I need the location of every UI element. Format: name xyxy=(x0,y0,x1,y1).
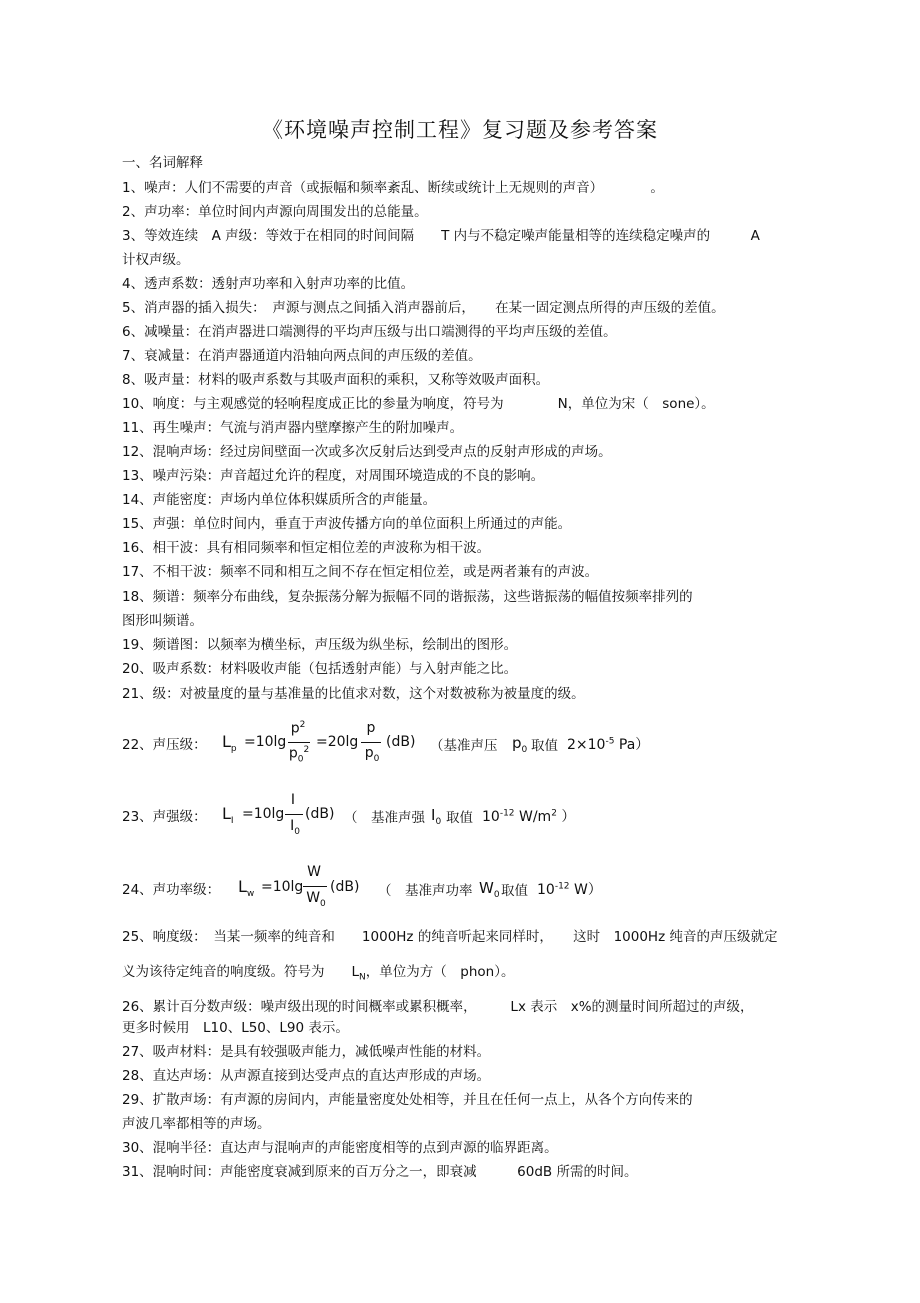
list-item: 29、扩散声场：有声源的房间内，声能量密度处处相等，并且在任何一点上，从各个方向传来的 xyxy=(122,1092,693,1108)
fraction-denominator: $p_0^2$ xyxy=(288,745,310,765)
list-item: 声波几率都相等的声场。 xyxy=(122,1116,271,1132)
fraction-numerator: W xyxy=(307,864,321,880)
formula-ref-symbol: $I_0$ xyxy=(431,806,442,827)
fraction-denominator: $p_0$ xyxy=(364,745,380,764)
formula-unit: (dB) xyxy=(305,806,335,822)
formula-ref-value: $2\times 10^{-5}$ Pa） xyxy=(567,736,650,753)
list-item: 4、透声系数：透射声功率和入射声功率的比值。 xyxy=(122,276,415,292)
list-item: 7、衰减量：在消声器通道内沿轴向两点间的声压级的差值。 xyxy=(122,348,482,364)
list-item: 11、再生噪声：气流与消声器内壁摩擦产生的附加噪声。 xyxy=(122,420,464,436)
formula-label: 24、声功率级： xyxy=(122,882,221,898)
list-item: 20、吸声系数：材料吸收声能（包括透射声能）与入射声能之比。 xyxy=(122,661,518,677)
formula-ref-symbol: $W_0$ xyxy=(479,879,500,900)
fraction-numerator: p xyxy=(366,720,376,736)
list-item: 17、不相干波：频率不同和相互之间不存在恒定相位差，或是两者兼有的声波。 xyxy=(122,564,599,580)
list-item: 计权声级。 xyxy=(122,252,190,268)
list-item: 21、级：对被量度的量与基准量的比值求对数，这个对数被称为被量度的级。 xyxy=(122,686,585,702)
formula-ref-text: 取值 xyxy=(531,738,558,754)
formula-unit: (dB) xyxy=(330,879,360,895)
formula-symbol: $L_p$ xyxy=(222,732,237,755)
fraction-denominator: $I_0$ xyxy=(290,818,300,837)
formula-symbol: $L_w$ xyxy=(238,877,255,900)
fraction-numerator: $p^2$ xyxy=(290,720,306,737)
list-item: 14、声能密度：声场内单位体积媒质所含的声能量。 xyxy=(122,492,437,508)
formula-ref-text: 取值 xyxy=(446,810,473,826)
list-item: 19、频谱图：以频率为横坐标，声压级为纵坐标，绘制出的图形。 xyxy=(122,637,518,653)
list-item: 6、减噪量：在消声器进口端测得的平均声压级与出口端测得的平均声压级的差值。 xyxy=(122,324,617,340)
formula-operator: =10lg xyxy=(261,879,304,895)
list-item: 义为该待定纯音的响度级。符号为 $L_N$，单位为方（ phon）。 xyxy=(122,964,515,983)
fraction-bar xyxy=(303,886,327,887)
section-heading: 一、名词解释 xyxy=(122,155,203,171)
formula-symbol: $L_I$ xyxy=(222,804,234,827)
formula-ref-value: $10^{-12}$ W） xyxy=(537,881,602,898)
list-item: 27、吸声材料：是具有较强吸声能力，减低噪声性能的材料。 xyxy=(122,1044,491,1060)
formula-ref-symbol: $p_0$ xyxy=(512,734,528,755)
formula-ref-value: $10^{-12}$ $W/m^2$ ） xyxy=(482,808,576,825)
list-item: 30、混响半径：直达声与混响声的声能密度相等的点到声源的临界距离。 xyxy=(122,1140,558,1156)
list-item: 8、吸声量：材料的吸声系数与其吸声面积的乘积，又称等效吸声面积。 xyxy=(122,372,550,388)
list-item: 31、混响时间：声能密度衰减到原来的百万分之一，即衰减 60dB 所需的时间。 xyxy=(122,1164,638,1180)
formula-note: （ 基准声功率 xyxy=(378,883,473,899)
list-item: 15、声强：单位时间内，垂直于声波传播方向的单位面积上所通过的声能。 xyxy=(122,516,572,532)
list-item: 18、频谱：频率分布曲线，复杂振荡分解为振幅不同的谐振荡，这些谐振荡的幅值按频率排列的 xyxy=(122,589,693,605)
formula-operator: =20lg xyxy=(316,734,359,750)
formula-note: （ 基准声强 xyxy=(344,810,425,826)
formula-unit: (dB) xyxy=(386,734,416,750)
formula-label: 22、声压级： xyxy=(122,737,207,753)
list-item: 1、噪声：人们不需要的声音（或振幅和频率紊乱、断续或统计上无规则的声音） 。 xyxy=(122,180,664,196)
list-item: 16、相干波：具有相同频率和恒定相位差的声波称为相干波。 xyxy=(122,540,491,556)
list-item: 13、噪声污染：声音超过允许的程度，对周围环境造成的不良的影响。 xyxy=(122,468,545,484)
formula-ref-text: 取值 xyxy=(501,883,528,899)
list-item: 28、直达声场：从声源直接到达受声点的直达声形成的声场。 xyxy=(122,1068,491,1084)
formula-note: （基准声压 xyxy=(430,738,498,754)
formula-label: 23、声强级： xyxy=(122,809,207,825)
document-title: 《环境噪声控制工程》复习题及参考答案 xyxy=(262,118,658,142)
list-item: 5、消声器的插入损失： 声源与测点之间插入消声器前后， 在某一固定测点所得的声压级的差值。 xyxy=(122,300,725,316)
fraction-bar xyxy=(285,814,303,815)
list-item: 图形叫频谱。 xyxy=(122,613,203,629)
list-item: 25、响度级： 当某一频率的纯音和 1000Hz 的纯音听起来同样时， 这时 1000Hz 纯音的声压级就定 xyxy=(122,929,778,945)
list-item: 12、混响声场：经过房间壁面一次或多次反射后达到受声点的反射声形成的声场。 xyxy=(122,444,612,460)
list-item: 3、等效连续 A 声级：等效于在相同的时间间隔 T 内与不稳定噪声能量相等的连续稳定噪声的 A xyxy=(122,228,760,244)
list-item: 更多时候用 L10、L50、L90 表示。 xyxy=(122,1020,349,1036)
fraction-denominator: $W_0$ xyxy=(306,890,326,909)
list-item: 10、响度：与主观感觉的轻响程度成正比的参量为响度，符号为 N，单位为宋（ sone）。 xyxy=(122,396,715,412)
list-item: 26、累计百分数声级：噪声级出现的时间概率或累积概率， Lx 表示 x%的测量时间所超过的声级， xyxy=(122,999,754,1015)
fraction-bar xyxy=(288,742,310,743)
fraction-bar xyxy=(361,742,381,743)
formula-operator: =10lg xyxy=(242,806,285,822)
formula-operator: =10lg xyxy=(244,734,287,750)
fraction-numerator: I xyxy=(290,792,296,808)
list-item: 2、声功率：单位时间内声源向周围发出的总能量。 xyxy=(122,204,428,220)
